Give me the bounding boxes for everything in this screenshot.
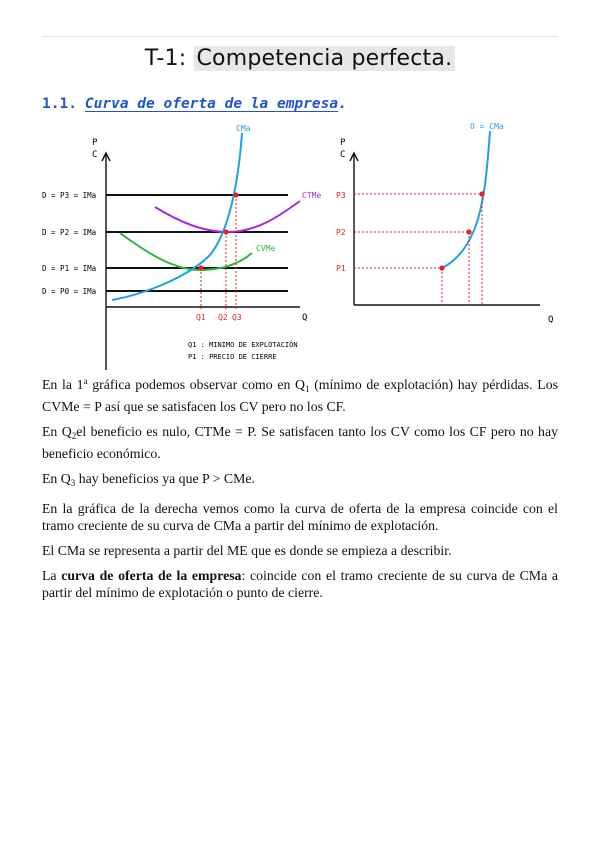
section-heading: 1.1. Curva de oferta de la empresa. [42, 96, 347, 112]
title-prefix: T-1: [144, 46, 194, 71]
label-d-p1: D = P1 = IMa [42, 264, 97, 273]
right-axis-c-label: C [340, 150, 346, 160]
label-p1: P1 [336, 264, 346, 273]
paragraph-6: La curva de oferta de la empresa: coincide con el tramo creciente de su curva de CMa a partir del mínimo de explotación o punto de cierre. [42, 568, 558, 600]
q1-label: Q1 [196, 313, 206, 322]
supply-curve-label: O = CMa [470, 122, 504, 131]
left-axis-c-label: C [92, 150, 98, 160]
right-axis-q-label: Q [548, 315, 554, 325]
label-p2: P2 [336, 228, 346, 237]
supply-curve [442, 131, 490, 268]
title-highlight: Competencia perfecta. [194, 46, 456, 71]
page-title [0, 46, 600, 71]
label-d-p2: D = P2 = IMa [42, 228, 97, 237]
label-d-p3: D = P3 = IMa [42, 191, 97, 200]
left-axis-p-label: P [92, 138, 98, 148]
top-divider [42, 36, 558, 37]
note-p1: P1 : PRECIO DE CIERRE [188, 353, 277, 361]
section-number: 1.1. [42, 96, 77, 112]
ctme-curve [155, 201, 300, 232]
left-axis-q-label: Q [302, 313, 308, 323]
note-q1: Q1 : MINIMO DE EXPLOTACIÓN [188, 341, 298, 349]
section-title: Curva de oferta de la empresa [84, 96, 339, 112]
cma-curve [112, 133, 242, 300]
cvme-curve [120, 233, 252, 270]
q3-label: Q3 [232, 313, 242, 322]
supply-curve-figure [0, 115, 600, 370]
label-d-p0: D = P0 = IMa [42, 287, 97, 296]
left-chart [42, 124, 321, 370]
paragraph-1: En la 1$^a$ gráfica podemos observar como en $Q_1$ (mínimo de explotación) hay pérdidas. Los CVMe = P así que se satisfacen los CV pero no los CF. [42, 376, 558, 414]
paragraph-2: En $Q_2el$ beneficio es nulo, CTMe = P. Se satisfacen tanto los CV como los CF pero no hay beneficio económico. [42, 424, 558, 461]
paragraph-5: El CMa se representa a partir del ME que es donde se empieza a describir. [42, 543, 452, 558]
paragraph-3: En $Q_3$ hay beneficios ya que P > CMe. [42, 471, 255, 488]
right-chart [336, 122, 553, 325]
label-p3: P3 [336, 191, 346, 200]
q2-label: Q2 [218, 313, 228, 322]
cvme-label: CVMe [256, 244, 276, 253]
cma-label: CMa [236, 124, 251, 133]
ctme-label: CTMe [302, 191, 322, 200]
body-text [42, 373, 558, 609]
paragraph-4: En la gráfica de la derecha vemos como la curva de oferta de la empresa coincide con el tramo creciente de su curva de CMa a partir del mínimo de explotación. [42, 501, 558, 533]
right-axis-p-label: P [340, 138, 346, 148]
